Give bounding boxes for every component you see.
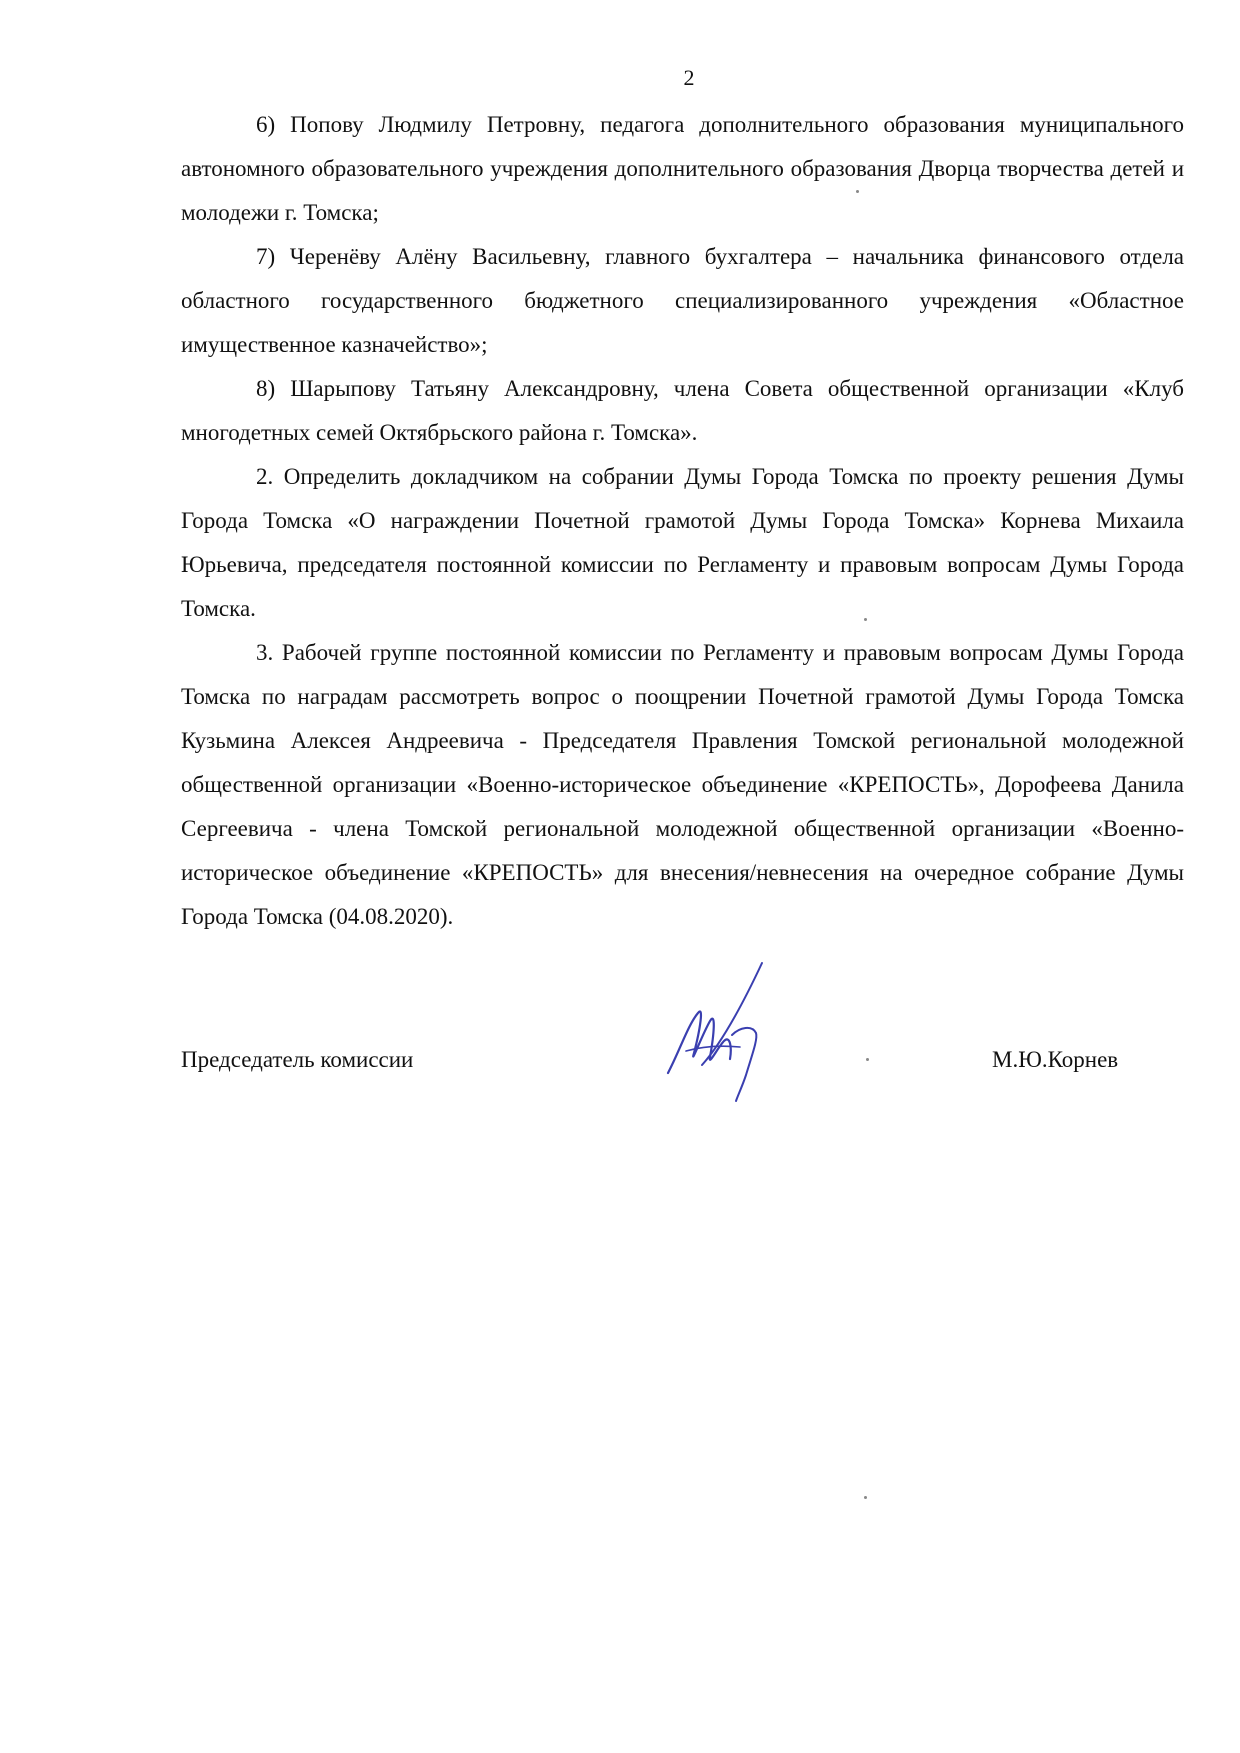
paragraph-point-2: 2. Определить докладчиком на собрании Думы Города Томска по проекту решения Думы Города Томска «О награждении Почетной грамотой Думы Города Томска» Корнева Михаила Юрьевича, председателя постоянной комиссии по Регламенту и правовым вопросам Думы Города Томска. [181,464,1184,621]
scan-speck [864,1496,867,1499]
paragraph-item-7: 7) Черенёву Алёну Васильевну, главного бухгалтера – начальника финансового отдела областного государственного бюджетного специализированного учреждения «Областное имущественное казначейство»; [181,244,1184,357]
page-number: 2 [683,65,695,90]
scan-speck [864,618,867,621]
scan-speck [856,190,859,193]
paragraph-item-8: 8) Шарыпову Татьяну Александровну, члена Совета общественной организации «Клуб многодетных семей Октябрьского района г. Томска». [181,376,1184,445]
signature-block [0,1038,1240,1098]
signatory-title: Председатель комиссии [181,1047,414,1072]
paragraph-item-6: 6) Попову Людмилу Петровну, педагога дополнительного образования муниципального автономного образовательного учреждения дополнительного образования Дворца творчества детей и молодежи г. Томска; [181,112,1184,225]
paragraph-point-3: 3. Рабочей группе постоянной комиссии по Регламенту и правовым вопросам Думы Города Томска по наградам рассмотреть вопрос о поощрении Почетной грамотой Думы Города Томска Кузьмина Алексея Андреевича - Председателя Правления Томской региональной молодежной общественной организации «Военно-историческое объединение «КРЕПОСТЬ», Дорофеева Данила Сергеевича - члена Томской региональной молодежной общественной организации «Военно-историческое объединение «КРЕПОСТЬ» для внесения/невнесения на очередное собрание Думы Города Томска (04.08.2020). [181,640,1184,929]
handwritten-signature [660,955,780,1105]
scan-speck [866,1058,869,1061]
signatory-name: М.Ю.Корнев [992,1047,1119,1072]
document-body [181,103,1184,939]
